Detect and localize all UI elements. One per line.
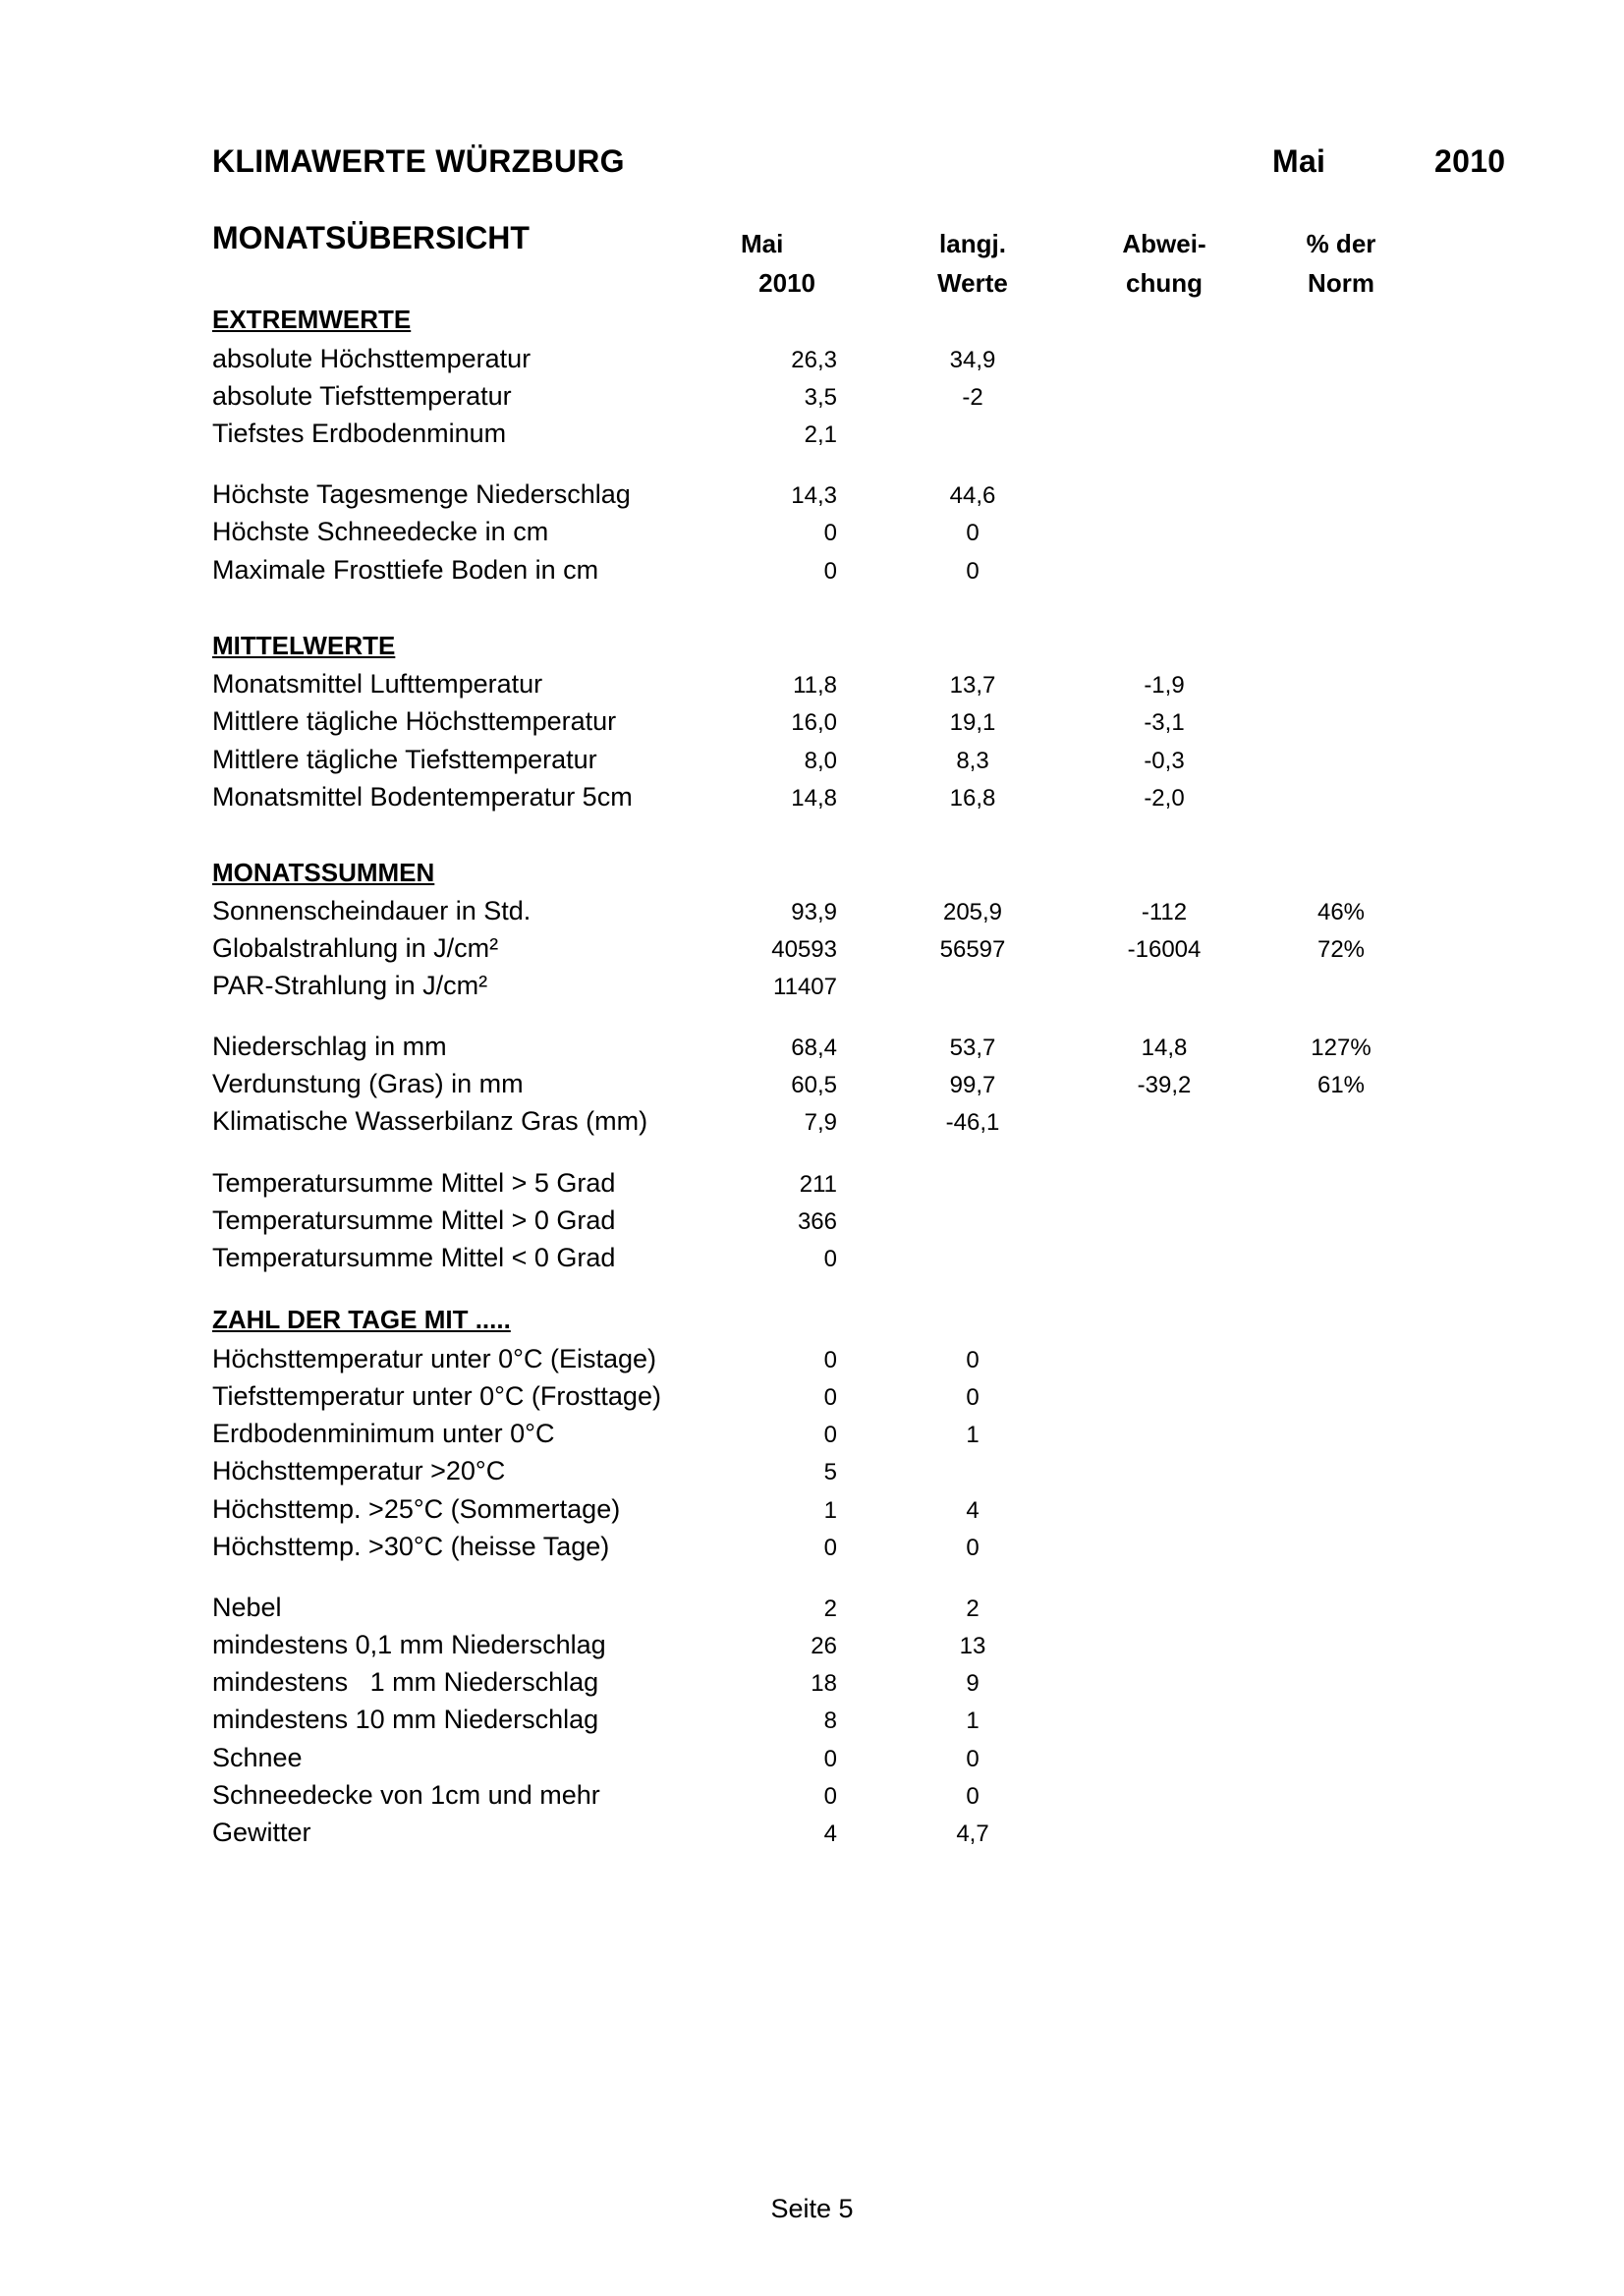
table-row [0, 1168, 1624, 1205]
row-label: Höchsttemp. >25°C (Sommertage) [212, 1494, 621, 1524]
value-current: 2,1 [804, 421, 837, 448]
column-header-line2: chung [1126, 268, 1203, 298]
table-row [0, 1593, 1624, 1630]
value-percent: 61% [1316, 1072, 1366, 1098]
value-longterm: 53,7 [949, 1035, 996, 1061]
row-label: Temperatursumme Mittel > 0 Grad [212, 1205, 616, 1235]
column-header-line2: Norm [1308, 268, 1374, 298]
value-longterm: 2 [966, 1596, 980, 1622]
value-current: 0 [823, 520, 837, 546]
table-row [0, 1818, 1624, 1855]
table-row [0, 933, 1624, 971]
row-label: Sonnenscheindauer in Std. [212, 896, 532, 925]
row-label: absolute Höchsttemperatur [212, 344, 532, 373]
header-year: 2010 [1434, 143, 1506, 179]
row-label: Schneedecke von 1cm und mehr [212, 1780, 600, 1810]
table-row [0, 1381, 1624, 1419]
value-percent: 46% [1316, 899, 1366, 925]
value-longterm: -46,1 [945, 1109, 1000, 1136]
table-row [0, 1667, 1624, 1705]
row-label: Niederschlag in mm [212, 1032, 447, 1061]
row-label: Tiefsttemperatur unter 0°C (Frosttage) [212, 1381, 661, 1411]
value-deviation: -39,2 [1137, 1072, 1192, 1098]
section-subtitle: MONATSÜBERSICHT [212, 220, 530, 255]
value-deviation: -3,1 [1144, 709, 1185, 736]
row-label: Temperatursumme Mittel > 5 Grad [212, 1168, 616, 1198]
value-longterm: 0 [966, 558, 980, 585]
column-header-line1: Mai [741, 229, 784, 258]
row-label: Höchste Schneedecke in cm [212, 517, 549, 546]
document-title: KLIMAWERTE WÜRZBURG [212, 143, 625, 179]
value-longterm: 205,9 [942, 899, 1003, 925]
table-row [0, 1106, 1624, 1144]
value-longterm: 1 [966, 1708, 980, 1734]
table-row [0, 1532, 1624, 1569]
value-current: 8,0 [804, 748, 837, 774]
value-longterm: 13,7 [949, 672, 996, 699]
value-longterm: 4 [966, 1497, 980, 1524]
row-label: Globalstrahlung in J/cm² [212, 933, 499, 963]
column-header-deviation [1110, 224, 1218, 303]
table-row [0, 1344, 1624, 1381]
value-deviation: -2,0 [1144, 785, 1185, 812]
table-row [0, 782, 1624, 819]
table-row [0, 555, 1624, 592]
row-label: Höchsttemperatur >20°C [212, 1456, 506, 1485]
table-row [0, 419, 1624, 456]
value-current: 11,8 [793, 672, 837, 699]
table-row [0, 1205, 1624, 1243]
row-label: mindestens 10 mm Niederschlag [212, 1705, 599, 1734]
table-row [0, 971, 1624, 1008]
table-row [0, 344, 1624, 381]
value-current: 93,9 [791, 899, 837, 925]
column-header-line1: Abwei- [1122, 229, 1206, 258]
value-longterm: 34,9 [949, 347, 996, 373]
value-current: 68,4 [791, 1035, 837, 1061]
table-row [0, 1494, 1624, 1532]
value-current: 14,3 [791, 482, 837, 509]
row-label: mindestens 0,1 mm Niederschlag [212, 1630, 606, 1659]
value-current: 0 [823, 1384, 837, 1411]
value-current: 0 [823, 1783, 837, 1810]
value-current: 26,3 [791, 347, 837, 373]
value-deviation: 14,8 [1141, 1035, 1188, 1061]
table-row [0, 1743, 1624, 1780]
value-deviation: -0,3 [1144, 748, 1185, 774]
column-header-longterm [919, 224, 1027, 303]
row-label: mindestens 1 mm Niederschlag [212, 1667, 599, 1697]
row-label: Mittlere tägliche Tiefsttemperatur [212, 745, 597, 774]
row-label: Monatsmittel Lufttemperatur [212, 669, 543, 699]
column-header-line2: Werte [937, 268, 1008, 298]
column-header-line1: % der [1306, 229, 1376, 258]
table-row [0, 1630, 1624, 1667]
value-deviation: -1,9 [1144, 672, 1185, 699]
value-current: 0 [823, 1246, 837, 1272]
value-longterm: 8,3 [956, 748, 989, 774]
table-row [0, 1780, 1624, 1818]
row-label: Verdunstung (Gras) in mm [212, 1069, 524, 1098]
value-longterm: 0 [966, 1384, 980, 1411]
value-percent: 127% [1311, 1035, 1372, 1061]
value-current: 16,0 [791, 709, 837, 736]
value-longterm: 44,6 [949, 482, 996, 509]
value-longterm: 56597 [939, 936, 1006, 963]
table-row [0, 1032, 1624, 1069]
value-current: 0 [823, 1422, 837, 1448]
row-label: PAR-Strahlung in J/cm² [212, 971, 488, 1000]
value-longterm: 1 [966, 1422, 980, 1448]
value-longterm: 0 [966, 1783, 980, 1810]
value-current: 211 [799, 1171, 837, 1198]
section-heading-mittelwerte: MITTELWERTE [212, 631, 396, 660]
table-row [0, 517, 1624, 554]
value-current: 0 [823, 558, 837, 585]
column-header-percent [1287, 224, 1395, 303]
value-current: 18 [811, 1670, 837, 1697]
value-current: 5 [823, 1459, 837, 1485]
value-current: 8 [823, 1708, 837, 1734]
row-label: Erdbodenminimum unter 0°C [212, 1419, 555, 1448]
column-header-line1: langj. [939, 229, 1006, 258]
value-current: 60,5 [791, 1072, 837, 1098]
section-heading-extremwerte: EXTREMWERTE [212, 305, 412, 334]
table-row [0, 1705, 1624, 1742]
row-label: Höchsttemperatur unter 0°C (Eistage) [212, 1344, 656, 1373]
row-label: Höchste Tagesmenge Niederschlag [212, 479, 631, 509]
value-current: 7,9 [804, 1109, 837, 1136]
value-current: 0 [823, 1746, 837, 1772]
row-label: Mittlere tägliche Höchsttemperatur [212, 706, 617, 736]
value-current: 0 [823, 1535, 837, 1561]
row-label: Höchsttemp. >30°C (heisse Tage) [212, 1532, 610, 1561]
column-header-line2: 2010 [758, 268, 815, 298]
row-label: Gewitter [212, 1818, 311, 1847]
value-deviation: -16004 [1127, 936, 1202, 963]
header-month: Mai [1272, 143, 1326, 179]
table-row [0, 745, 1624, 782]
value-current: 11407 [773, 974, 837, 1000]
value-longterm: 0 [966, 1535, 980, 1561]
table-row [0, 1456, 1624, 1493]
value-longterm: -2 [962, 384, 983, 411]
table-row [0, 1243, 1624, 1280]
row-label: Monatsmittel Bodentemperatur 5cm [212, 782, 633, 812]
value-current: 4 [823, 1820, 837, 1847]
table-row [0, 669, 1624, 706]
row-label: Schnee [212, 1743, 303, 1772]
row-label: Temperatursumme Mittel < 0 Grad [212, 1243, 616, 1272]
value-longterm: 9 [966, 1670, 980, 1697]
table-row [0, 381, 1624, 419]
row-label: Klimatische Wasserbilanz Gras (mm) [212, 1106, 648, 1136]
value-current: 40593 [771, 936, 837, 963]
row-label: absolute Tiefsttemperatur [212, 381, 512, 411]
column-header-current [717, 224, 815, 303]
value-current: 1 [823, 1497, 837, 1524]
value-longterm: 0 [966, 520, 980, 546]
value-longterm: 99,7 [949, 1072, 996, 1098]
value-longterm: 16,8 [949, 785, 996, 812]
row-label: Tiefstes Erdbodenminum [212, 419, 507, 448]
value-current: 14,8 [791, 785, 837, 812]
value-longterm: 4,7 [956, 1820, 989, 1847]
value-longterm: 0 [966, 1746, 980, 1772]
value-current: 3,5 [804, 384, 837, 411]
row-label: Maximale Frosttiefe Boden in cm [212, 555, 599, 585]
table-row [0, 896, 1624, 933]
value-deviation: -112 [1141, 899, 1188, 925]
table-row [0, 1069, 1624, 1106]
page-footer: Seite 5 [770, 2194, 854, 2223]
row-label: Nebel [212, 1593, 282, 1622]
table-row [0, 706, 1624, 744]
value-longterm: 19,1 [949, 709, 996, 736]
value-longterm: 0 [966, 1347, 980, 1373]
value-current: 366 [797, 1208, 837, 1235]
section-heading-zahl-der-tage: ZAHL DER TAGE MIT ..... [212, 1305, 511, 1334]
value-current: 26 [811, 1633, 837, 1659]
value-current: 2 [823, 1596, 837, 1622]
value-percent: 72% [1316, 936, 1366, 963]
value-current: 0 [823, 1347, 837, 1373]
table-row [0, 479, 1624, 517]
value-longterm: 13 [959, 1633, 986, 1659]
table-row [0, 1419, 1624, 1456]
section-heading-monatssummen: MONATSSUMMEN [212, 858, 435, 887]
